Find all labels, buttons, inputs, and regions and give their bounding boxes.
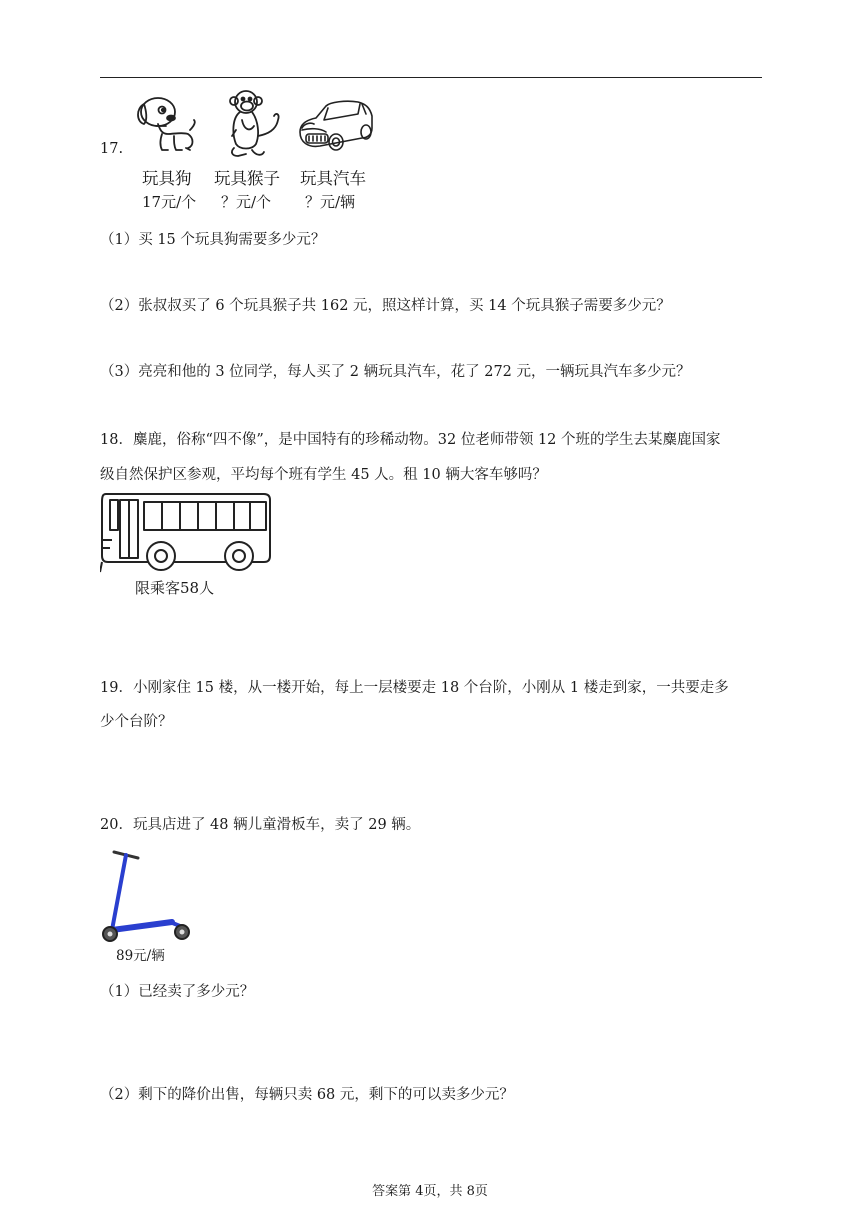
q17-sub3: （3）亮亮和他的 3 位同学，每人买了 2 辆玩具汽车，花了 272 元，一辆玩具汽车多少元？	[100, 364, 691, 380]
page-footer: 答案第 4页，共 8页	[372, 1184, 488, 1199]
q20-sub1: （1）已经卖了多少元？	[100, 984, 255, 1000]
q19-line2: 少个台阶？	[100, 714, 173, 730]
q18-line1: 18．麋鹿，俗称“四不像”，是中国特有的珍稀动物。32 位老师带领 12 个班的学生去某麋鹿国家	[100, 432, 721, 448]
monkey-icon	[222, 86, 286, 158]
bus-caption: 限乘客58人	[135, 579, 215, 597]
q17-sub2: （2）张叔叔买了 6 个玩具猴子共 162 元，照这样计算，买 14 个玩具猴子需要多少元？	[100, 298, 671, 314]
dog-icon	[132, 90, 200, 158]
q17-number: 17.	[100, 141, 124, 157]
q20-sub2: （2）剩下的降价出售，每辆只卖 68 元，剩下的可以卖多少元？	[100, 1087, 514, 1103]
scooter-caption: 89元/辆	[116, 948, 165, 964]
car-icon	[296, 98, 376, 156]
q20-line1: 20．玩具店进了 48 辆儿童滑板车，卖了 29 辆。	[100, 817, 421, 833]
toy-price-monkey: ？元/个	[221, 193, 272, 211]
scooter-icon	[100, 846, 196, 944]
toy-name-dog: 玩具狗	[142, 169, 192, 188]
q17-sub1: （1）买 15 个玩具狗需要多少元？	[100, 232, 326, 248]
toy-name-car: 玩具汽车	[300, 169, 366, 188]
q19-line1: 19．小刚家住 15 楼，从一楼开始，每上一层楼要走 18 个台阶，小刚从 1 楼走到家，一共要走多	[100, 680, 729, 696]
header-rule	[100, 77, 762, 78]
toy-name-monkey: 玩具猴子	[214, 169, 280, 188]
toy-price-dog: 17元/个	[142, 193, 197, 211]
toy-price-car: ？元/辆	[305, 193, 356, 211]
bus-icon	[100, 490, 274, 574]
q18-line2: 级自然保护区参观，平均每个班有学生 45 人。租 10 辆大客车够吗？	[100, 467, 547, 483]
